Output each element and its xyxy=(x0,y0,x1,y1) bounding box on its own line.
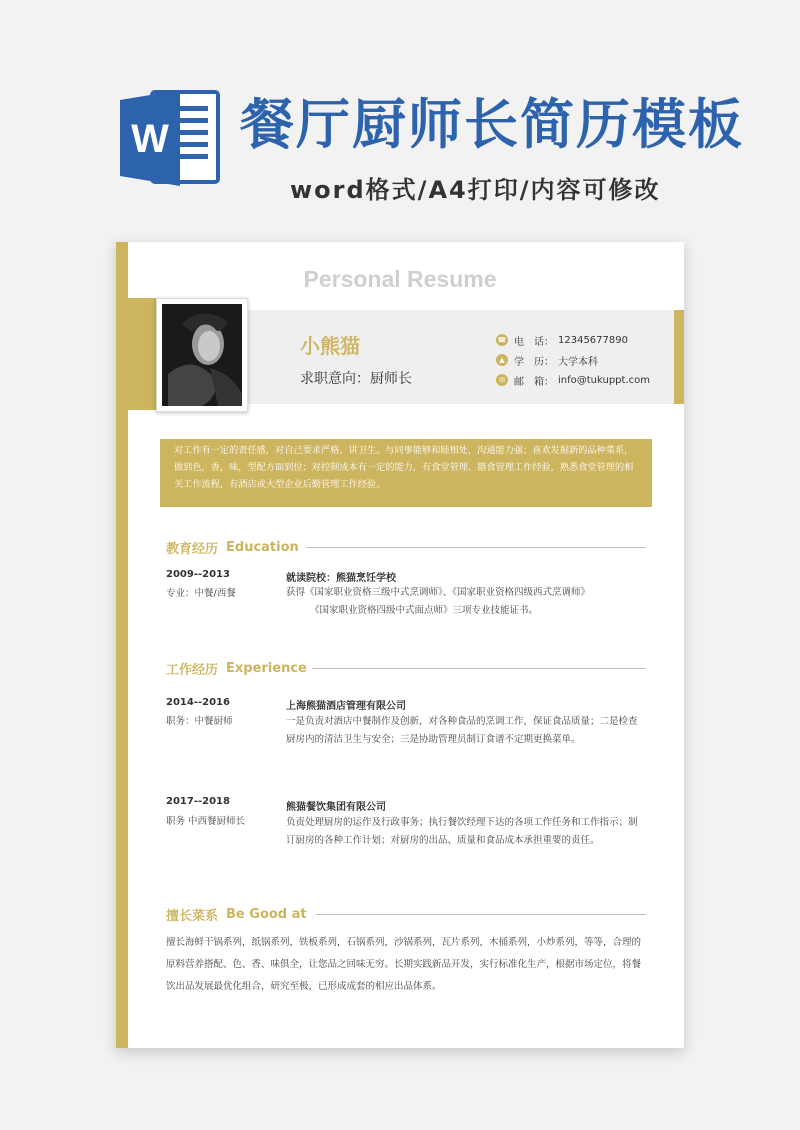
skills-divider xyxy=(316,914,646,915)
contact-email xyxy=(496,370,650,390)
contact-education xyxy=(496,350,650,370)
self-summary: 对工作有一定的责任感，对自己要求严格，讲卫生。与同事能够和睦相处，沟通能力强；喜欢发掘新的品种菜系，做到色，香，味，型配方面到位；对控制成本有一定的能力，有食堂管理、膳食管理工作经验，熟悉食堂管理的相关工作流程，有酒店或大型企业后勤管理工作经验。 xyxy=(160,439,652,507)
education-section-title xyxy=(166,538,299,557)
resume-heading: Personal Resume xyxy=(303,266,497,292)
skills-section-title xyxy=(166,905,307,924)
word-icon xyxy=(116,82,224,190)
profile-photo xyxy=(156,298,248,412)
education-certificates xyxy=(286,584,642,620)
mail-icon: ✉ xyxy=(496,374,508,386)
candidate-name: 小熊猫 xyxy=(300,334,360,358)
experience-section-title xyxy=(166,659,307,678)
education-date: 2009--2013 xyxy=(166,569,230,580)
banner-title: 餐厅厨师长简历模板 xyxy=(240,93,744,156)
experience-title-cn: 工作经历 xyxy=(166,663,219,678)
education-title-cn: 教育经历 xyxy=(166,542,219,557)
right-accent-tab xyxy=(674,310,684,404)
job-intention xyxy=(300,368,412,388)
job-intention-value: 厨师长 xyxy=(370,371,412,387)
phone-icon: ☎ xyxy=(497,336,507,344)
education-divider xyxy=(306,547,646,548)
word-icon-letter: W xyxy=(131,117,169,161)
photo-accent-tab xyxy=(116,298,156,410)
banner xyxy=(0,0,800,230)
experience-title-en: Experience xyxy=(226,661,307,676)
education-cert-line: 获得《国家职业资格三级中式烹调师》、《国家职业资格四级西式烹调师》 xyxy=(286,587,591,598)
job-position: 职务 中西餐厨师长 xyxy=(166,816,246,827)
job-position: 职务：中餐厨师 xyxy=(166,716,233,727)
job-company: 熊猫餐饮集团有限公司 xyxy=(286,802,386,813)
contact-value: 12345677890 xyxy=(558,334,628,346)
skills-title-cn: 擅长菜系 xyxy=(166,909,219,924)
contact-label: 邮 箱： xyxy=(514,376,554,388)
job-description: 负责处理厨房的运作及行政事务；执行餐饮经理下达的各项工作任务和工作指示；制订厨房的各种工作计划；对厨房的出品、质量和食品成本承担重要的责任。 xyxy=(286,817,638,846)
education-school: 就读院校：熊猫烹饪学校 xyxy=(286,573,396,584)
resume-paper xyxy=(116,242,684,1048)
education-major: 专业：中餐/西餐 xyxy=(166,588,236,599)
education-cert-line: 《国家职业资格四级中式面点师》三项专业技能证书。 xyxy=(310,605,539,616)
contact-phone xyxy=(496,330,650,350)
banner-subtitle: word格式/A4打印/内容可修改 xyxy=(290,176,661,204)
contact-value: info@tukuppt.com xyxy=(558,374,650,386)
job-company: 上海熊猫酒店管理有限公司 xyxy=(286,701,406,712)
contact-label: 电 话： xyxy=(514,336,554,348)
skills-text: 擅长海鲜干锅系列，纸锅系列，铁板系列，石锅系列，沙锅系列，瓦片系列，木捅系列，小炒系列，等等，合理的原料营养搭配、色、香、味俱全，让您品之回味无穷。长期实践新品开发，实行标准化生产，根据市场定位，将餐饮出品发展最优化组合，研究至极，已形成成套的相应出品体系。 xyxy=(166,937,642,992)
job-intention-label: 求职意向： xyxy=(300,371,370,387)
contact-value: 大学本科 xyxy=(558,356,598,368)
job-date: 2017--2018 xyxy=(166,796,230,807)
contact-list xyxy=(496,330,650,390)
job-date: 2014--2016 xyxy=(166,697,230,708)
job-description: 一是负责对酒店中餐制作及创新，对各种食品的烹调工作，保证食品质量；二是检查厨房内的清洁卫生与安全；三是协助管理员制订食谱不定期更换菜单。 xyxy=(286,716,638,745)
education-title-en: Education xyxy=(226,540,299,555)
skills-title-en: Be Good at xyxy=(226,907,307,922)
contact-label: 学 历： xyxy=(514,356,554,368)
experience-divider xyxy=(312,668,646,669)
education-icon: ▲ xyxy=(496,354,508,366)
